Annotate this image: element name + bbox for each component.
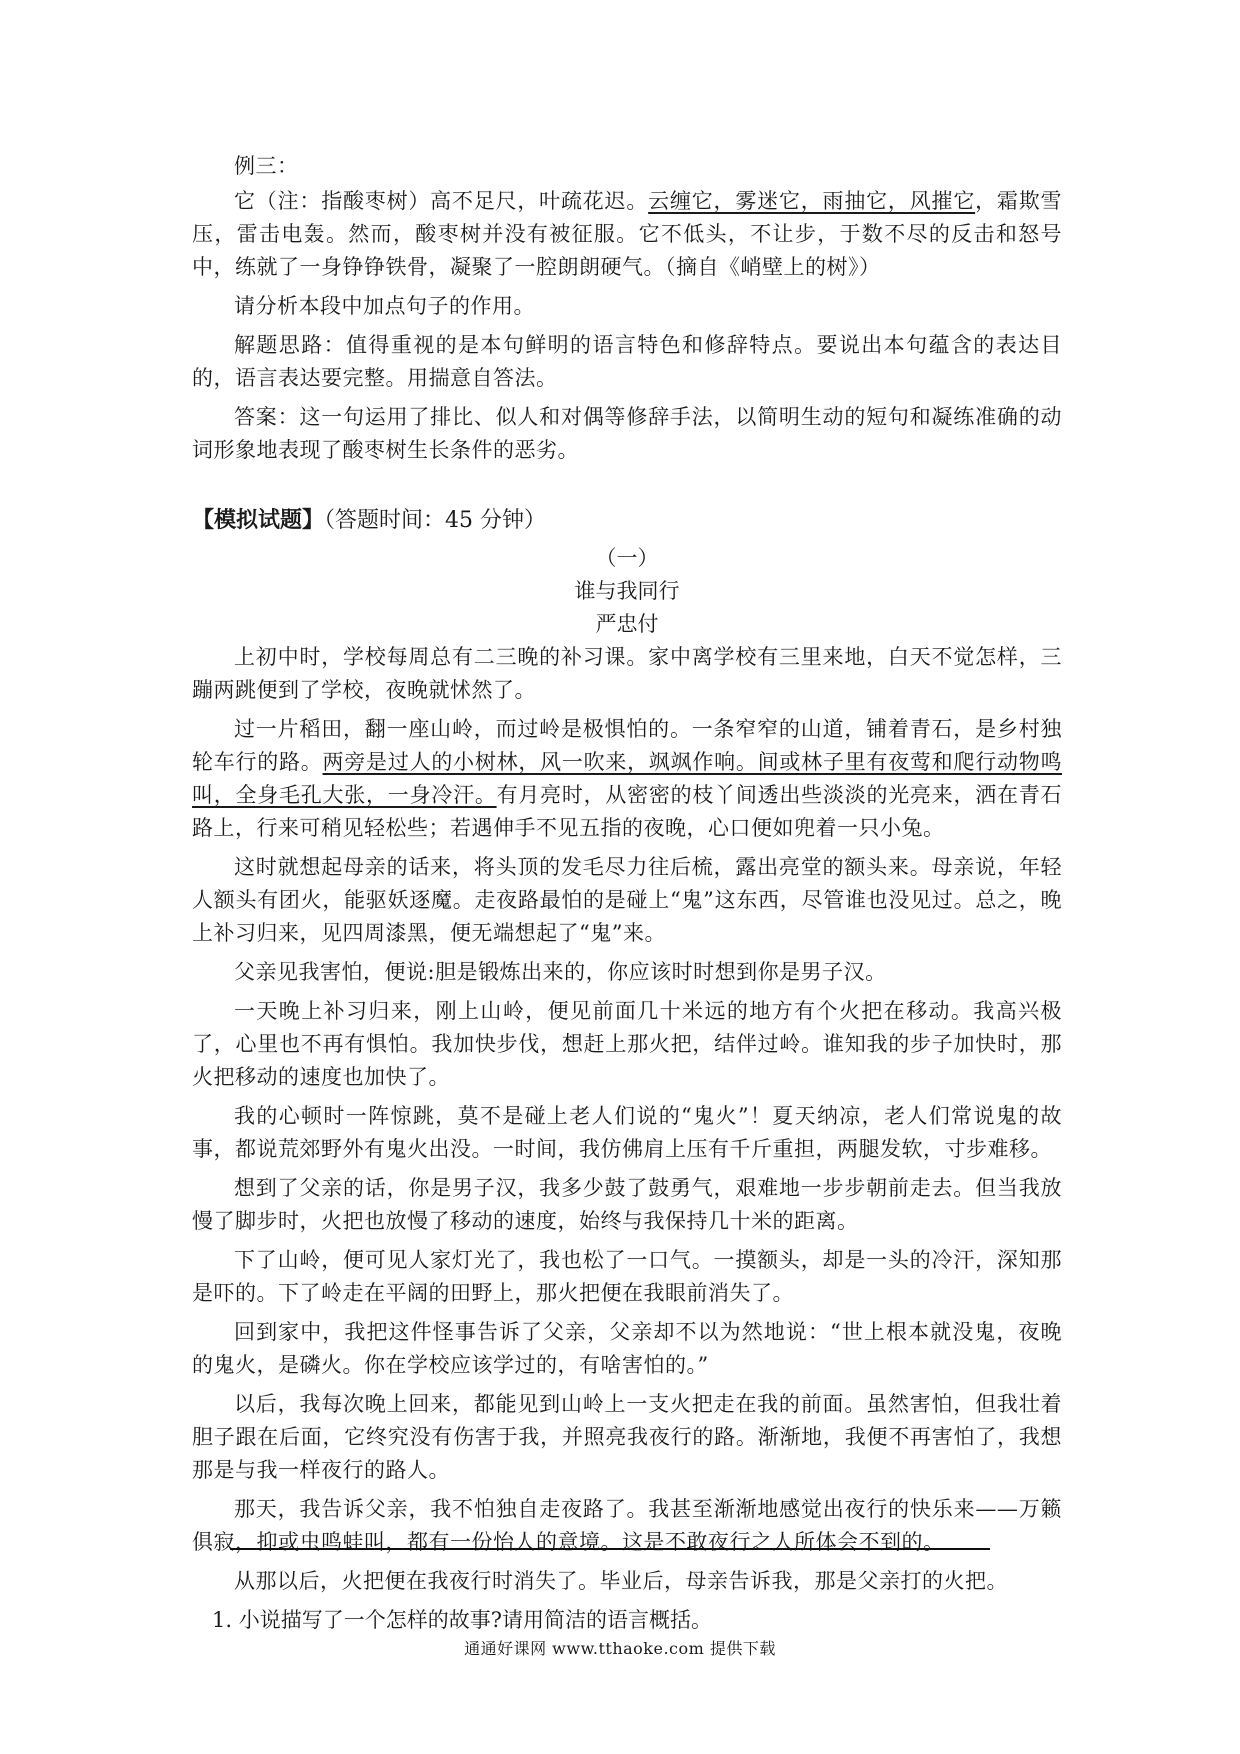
passage-paragraph: 想到了父亲的话，你是男子汉，我多少鼓了鼓勇气，艰难地一步步朝前走去。但当我放慢了脚步时，火把也放慢了移动的速度，始终与我保持几十米的距离。 [192,1176,1062,1233]
passage-p2-text-a: 过一片稻田，翻一座山岭，而过岭是极惧怕的。一条窄窄的山道，铺着青石，是乡村独轮车行的路。 [192,717,1062,774]
example-text-b: ，霜欺雪压，雷击电轰。然而，酸枣树并没有被征服。它不低头，不让步，于数不尽的反击和怒号中，练就了一身铮铮铁骨，凝聚了一腔朗朗硬气。（摘自《峭壁上的树》） [192,189,1063,279]
passage-paragraph: 我的心顿时一阵惊跳，莫不是碰上老人们说的“鬼火”！夏天纳凉，老人们常说鬼的故事，都说荒郊野外有鬼火出没。一时间，我仿佛肩上压有千斤重担，两腿发软，寸步难移。 [192,1104,1062,1161]
footer-text: 通通好课网 www.tthaoke.com 提供下载 [464,1639,776,1658]
passage-author: 严忠付 [595,612,659,636]
passage-paragraph: 一天晚上补习归来，刚上山岭，便见前面几十米远的地方有个火把在移动。我高兴极了，心里也不再有惧怕。我加快步伐，想赶上那火把，结伴过岭。谁知我的步子加快时，那火把移动的速度也加快了。 [192,999,1062,1089]
example-answer: 答案：这一句运用了排比、似人和对偶等修辞手法，以简明生动的短句和凝练准确的动词形象地表现了酸枣树生长条件的恶劣。 [192,405,1062,462]
passage-paragraph [192,713,1062,845]
passage-paragraph: 以后，我每次晚上回来，都能见到山岭上一支火把走在我的前面。虽然害怕，但我壮着胆子跟在后面，它终究没有伤害于我，并照亮我夜行的路。渐渐地，我便不再害怕了，我想那是与我一样夜行的路人。 [192,1392,1062,1482]
document-body [192,150,1062,1637]
passage-paragraph: 下了山岭，便可见人家灯光了，我也松了一口气。一摸额头，却是一头的冷汗，深知那是吓的。下了岭走在平阔的田野上，那火把便在我眼前消失了。 [192,1248,1062,1305]
question-1: 1. 小说描写了一个怎样的故事?请用简洁的语言概括。 [212,1608,712,1632]
section-note: （答题时间：45 分钟） [324,508,547,533]
example-question: 请分析本段中加点句子的作用。 [234,294,535,318]
passage-paragraph: 从那以后，火把便在我夜行时消失了。毕业后，母亲告诉我，那是父亲打的火把。 [234,1569,1008,1593]
example-underlined-sentence: 云缠它，雾迷它，雨抽它，风摧它 [648,189,976,213]
passage-paragraph: 那天，我告诉父亲，我不怕独自走夜路了。我甚至渐渐地感觉出夜行的快乐来——万籁俱寂，抑或虫鸣蛙叫，都有一份怡人的意境。这是不敢夜行之人所体会不到的。 [192,1497,1062,1554]
passage-paragraph: 父亲见我害怕，便说:胆是锻炼出来的，你应该时时想到你是男子汉。 [234,960,887,984]
section-title: 【模拟试题】 [192,507,325,533]
example-label: 例三： [234,154,299,178]
passage-p2-text-b: 有月亮时，从密密的枝丫间透出些淡淡的光亮来，洒在青石路上，行来可稍见轻松些；若遇伸手不见五指的夜晚，心口便如兜着一只小兔。 [192,783,1063,840]
answer-line[interactable] [230,1548,990,1550]
example-paragraph [192,185,1062,284]
section-heading [192,503,1062,538]
example-thinking: 解题思路：值得重视的是本句鲜明的语言特色和修辞特点。要说出本句蕴含的表达目的，语言表达要完整。用揣意自答法。 [192,333,1062,390]
passage-paragraph: 回到家中，我把这件怪事告诉了父亲，父亲却不以为然地说：“世上根本就没鬼，夜晚的鬼火，是磷火。你在学校应该学过的，有啥害怕的。” [192,1320,1062,1377]
passage-paragraph: 这时就想起母亲的话来，将头顶的发毛尽力往后梳，露出亮堂的额头来。母亲说，年轻人额头有团火，能驱妖逐魔。走夜路最怕的是碰上“鬼”这东西，尽管谁也没见过。总之，晚上补习归来，见四周漆黑，便无端想起了“鬼”来。 [192,855,1062,945]
passage-underlined-sentence: 两旁是过人的小树林，风一吹来，飒飒作响。间或林子里有夜莺和爬行动物鸣叫，全身毛孔大张，一身冷汗。 [192,750,1063,807]
passage-number: （一） [595,546,659,570]
passage-title: 谁与我同行 [574,579,680,603]
passage-paragraph: 上初中时，学校每周总有二三晚的补习课。家中离学校有三里来地，白天不觉怎样，三蹦两跳便到了学校，夜晚就怵然了。 [192,645,1062,702]
example-text-a: 它（注：指酸枣树）高不足尺，叶疏花迟。 [234,189,649,213]
